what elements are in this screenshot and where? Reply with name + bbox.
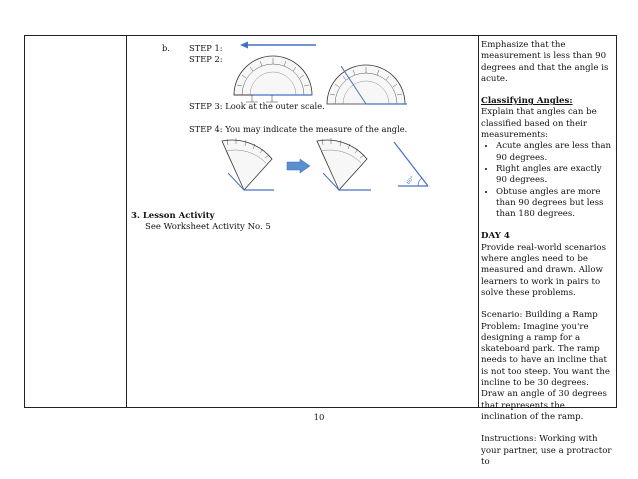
item-b-label: b. (162, 43, 170, 53)
column-divider-1 (126, 36, 127, 407)
protractor-figure-2 (325, 64, 409, 110)
list-item-acute: • Acute angles are less than 90 degrees. (496, 141, 613, 164)
lesson-activity-text: See Worksheet Activity No. 5 (145, 222, 271, 232)
step-1-label: STEP 1: (189, 43, 223, 53)
emphasize-paragraph: Emphasize that the measurement is less than 90 degrees and that the angle is acute. (481, 40, 609, 84)
classifying-angles-text: Explain that angles can be classified based on their measurements: (481, 107, 597, 141)
column-divider-2 (478, 36, 479, 407)
page-number: 10 (313, 413, 325, 423)
right-block-arrow (287, 159, 311, 173)
step-3-text: STEP 3: Look at the outer scale. (189, 101, 325, 111)
step-2-label: STEP 2: (189, 54, 223, 64)
angle-measure-label: 60° (405, 175, 416, 186)
day-4-heading: DAY 4 (481, 231, 510, 242)
lesson-activity-heading: 3. Lesson Activity (131, 211, 215, 221)
scenario-text: Scenario: Building a Ramp Problem: Imagine you're designing a ramp for a skateboard park. The ramp needs to have an incline that is not too steep. You want the incline to be 30 degrees. Draw an angle of 30 degrees that represents the inclination of the ramp. (481, 310, 610, 422)
protractor-figure-1 (232, 55, 314, 105)
day-4-text: Provide real-world scenarios where angles need to be measured and drawn. Allow learners to work in pairs to solve these problems. (481, 242, 606, 298)
list-item-right: • Right angles are exactly 90 degrees. (496, 164, 613, 187)
step-4-text: STEP 4: You may indicate the measure of the angle. (189, 124, 408, 134)
instructions-text: Instructions: Working with your partner, use a protractor to (481, 434, 612, 467)
classifying-angles-heading: Classifying Angles: (481, 96, 573, 107)
rotated-protractor-2 (309, 135, 373, 195)
list-item-obtuse: • Obtuse angles are more than 90 degrees but less than 180 degrees. (496, 187, 613, 221)
rotated-protractor-1 (214, 135, 278, 195)
step-1-ray (240, 40, 320, 52)
angle-types-list (481, 141, 613, 220)
measured-angle-figure (392, 140, 437, 192)
